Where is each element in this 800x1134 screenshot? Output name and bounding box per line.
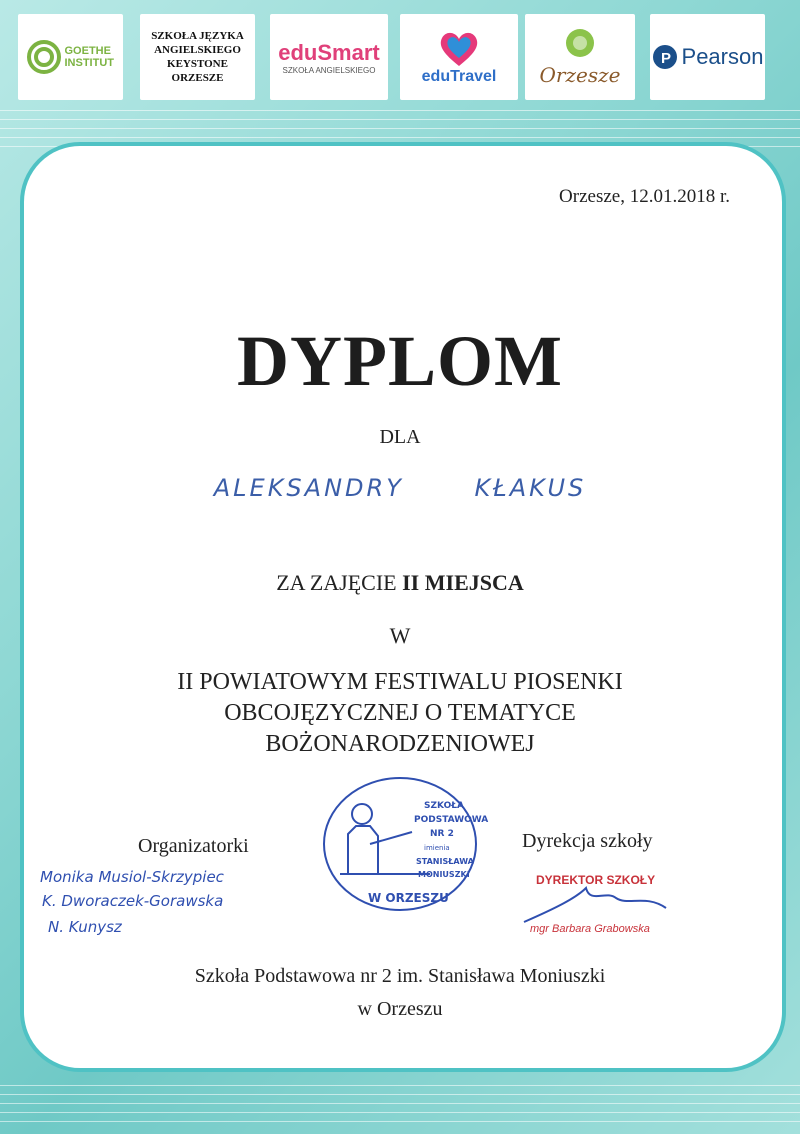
- director-stamp: [516, 868, 676, 938]
- organizer-signature: K. Dworaczek-Gorawska: [42, 892, 224, 910]
- stamp-line: W ORZESZU: [368, 891, 449, 905]
- stamp-line: PODSTAWOWA: [414, 815, 489, 825]
- recipient-name: ALEKSANDRY KŁAKUS: [213, 474, 587, 502]
- keystone-line: SZKOŁA JĘZYKA: [151, 30, 244, 42]
- footer-line: Szkoła Podstawowa nr 2 im. Stanisława Moniuszki: [194, 965, 606, 987]
- keystone-line: ORZESZE: [171, 72, 224, 84]
- award-line: [0, 570, 800, 596]
- footer-line: w Orzeszu: [357, 998, 443, 1020]
- issue-date: Orzesze, 12.01.2018 r.: [559, 186, 730, 207]
- keystone-logo: [140, 14, 255, 100]
- orzesze-text: Orzesze: [539, 63, 621, 87]
- stamp-line: SZKOŁA: [424, 801, 464, 811]
- festival-line: II POWIATOWYM FESTIWALU PIOSENKI: [177, 669, 623, 695]
- stamp-line: MONIUSZKI: [418, 870, 470, 879]
- music-staff: [0, 1085, 800, 1125]
- keystone-line: ANGIELSKIEGO: [154, 44, 241, 56]
- organizer-signature: Monika Musiol-Skrzypiec: [40, 868, 224, 886]
- for-label: DLA: [379, 426, 421, 448]
- festival-line: OBCOJĘZYCZNEJ O TEMATYCE: [224, 700, 576, 726]
- keystone-line: KEYSTONE: [167, 58, 228, 70]
- goethe-text: GOETHE INSTITUT: [64, 45, 114, 69]
- orzesze-logo: [525, 14, 635, 100]
- svg-text:P: P: [660, 50, 671, 67]
- festival-name: [0, 667, 800, 760]
- stamp-title: DYREKTOR SZKOŁY: [536, 873, 656, 887]
- goethe-logo: [18, 14, 123, 100]
- organizer-signature: N. Kunysz: [48, 918, 122, 936]
- stamp-line: imienia: [424, 844, 450, 852]
- footer: [0, 960, 800, 1026]
- pearson-text: Pearson: [681, 44, 764, 69]
- award-prefix: ZA ZAJĘCIE: [276, 570, 397, 595]
- stamp-line: NR 2: [430, 829, 454, 839]
- edutravel-logo: [400, 14, 518, 100]
- leaf-icon: [558, 27, 602, 63]
- director-signature: [524, 888, 666, 922]
- edusmart-logo: [270, 14, 388, 100]
- heart-icon: [436, 28, 482, 68]
- direction-label: Dyrekcja szkoły: [522, 830, 653, 852]
- pearson-icon: [652, 44, 678, 70]
- diploma-title: DYPLOM: [237, 321, 563, 401]
- in-label: W: [389, 623, 411, 648]
- pearson-logo: [650, 14, 765, 100]
- goethe-icon: [27, 40, 61, 74]
- edutravel-text: eduTravel: [421, 68, 497, 85]
- stamp-line: STANISŁAWA: [416, 857, 474, 866]
- edusmart-text: eduSmart: [278, 39, 380, 65]
- organizers-label: Organizatorki: [138, 835, 249, 857]
- festival-line: BOŻONARODZENIOWEJ: [265, 731, 535, 757]
- stamp-name: mgr Barbara Grabowska: [530, 923, 650, 935]
- award-place: II MIEJSCA: [402, 570, 524, 595]
- school-stamp: [320, 774, 489, 914]
- edusmart-subtitle: SZKOŁA ANGIELSKIEGO: [282, 65, 376, 75]
